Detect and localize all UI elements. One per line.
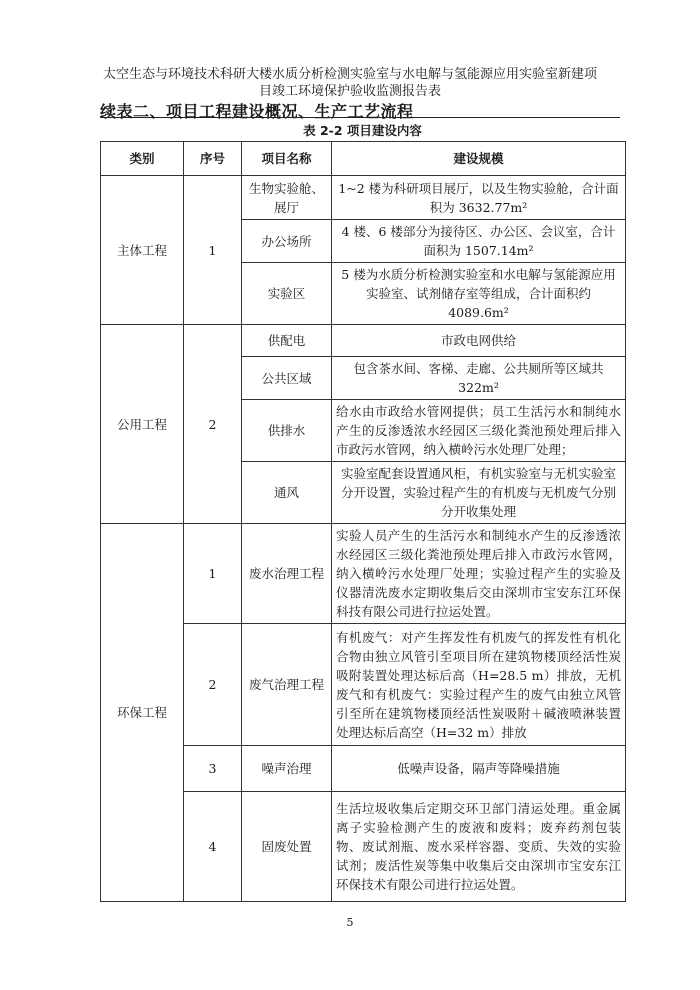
- item-name-cell: 通风: [242, 462, 332, 524]
- seq-cell: 1: [184, 524, 242, 624]
- table-row: [101, 524, 626, 624]
- item-name-cell: 固废处置: [242, 792, 332, 902]
- scale-cell: 4 楼、6 楼部分为接待区、办公区、会议室，合计面积为 1507.14m²: [332, 220, 626, 263]
- scale-cell: 包含茶水间、客梯、走廊、公共厕所等区域共 322m²: [332, 357, 626, 400]
- item-name-cell: 供配电: [242, 325, 332, 357]
- scale-cell: 生活垃圾收集后定期交环卫部门清运处理。重金属离子实验检测产生的废液和废料；废弃药剂包装物、废试剂瓶、废水采样容器、变质、失效的实验试剂；废活性炭等集中收集后交由深圳市宝安东江环保技术有限公司进行拉运处置。: [332, 792, 626, 902]
- category-cell: 公用工程: [101, 325, 184, 524]
- item-name-cell: 实验区: [242, 263, 332, 325]
- table-caption: 表 2-2 项目建设内容: [303, 123, 422, 138]
- scale-cell: 低噪声设备，隔声等降噪措施: [332, 746, 626, 792]
- seq-cell: 2: [184, 624, 242, 746]
- section-title: 续表二、项目工程建设概况、生产工艺流程: [100, 102, 414, 121]
- item-name-cell: 供排水: [242, 400, 332, 462]
- scale-cell: 给水由市政给水管网提供；员工生活污水和制纯水产生的反渗透浓水经园区三级化粪池预处理后排入市政污水管网，纳入横岭污水处理厂处理；: [332, 400, 626, 462]
- item-name-cell: 办公场所: [242, 220, 332, 263]
- table-header-row: [101, 142, 626, 176]
- header-category: 类别: [101, 142, 184, 176]
- page-number: 5: [346, 916, 354, 929]
- table-row: [101, 176, 626, 220]
- scale-cell: 5 楼为水质分析检测实验室和水电解与氢能源应用实验室、试剂储存室等组成，合计面积约 4089.6m²: [332, 263, 626, 325]
- category-cell: 环保工程: [101, 524, 184, 902]
- item-name-cell: 废气治理工程: [242, 624, 332, 746]
- seq-cell: 2: [184, 325, 242, 524]
- report-header: 太空生态与环境技术科研大楼水质分析检测实验室与水电解与氢能源应用实验室新建项目竣工环境保护验收监测报告表: [102, 67, 597, 99]
- item-name-cell: 废水治理工程: [242, 524, 332, 624]
- item-name-cell: 噪声治理: [242, 746, 332, 792]
- header-scale: 建设规模: [332, 142, 626, 176]
- item-name-cell: 生物实验舱、展厅: [242, 176, 332, 220]
- category-cell: 主体工程: [101, 176, 184, 325]
- scale-cell: 实验室配套设置通风柜，有机实验室与无机实验室分开设置，实验过程产生的有机废与无机废气分别分开收集处理: [332, 462, 626, 524]
- seq-cell: 1: [184, 176, 242, 325]
- construction-content-table: [100, 141, 626, 902]
- item-name-cell: 公共区域: [242, 357, 332, 400]
- seq-cell: 3: [184, 746, 242, 792]
- seq-cell: 4: [184, 792, 242, 902]
- scale-cell: 1~2 楼为科研项目展厅，以及生物实验舱，合计面积为 3632.77m²: [332, 176, 626, 220]
- scale-cell: 市政电网供给: [332, 325, 626, 357]
- section-divider: [100, 117, 620, 118]
- header-seq: 序号: [184, 142, 242, 176]
- table-row: [101, 325, 626, 357]
- header-name: 项目名称: [242, 142, 332, 176]
- scale-cell: 实验人员产生的生活污水和制纯水产生的反渗透浓水经园区三级化粪池预处理后排入市政污水管网，纳入横岭污水处理厂处理；实验过程产生的实验及仪器清洗废水定期收集后交由深圳市宝安东江环保科技有限公司进行拉运处置。: [332, 524, 626, 624]
- scale-cell: 有机废气：对产生挥发性有机废气的挥发性有机化合物由独立风管引至项目所在建筑物楼顶经活性炭吸附装置处理达标后高（H=28.5 m）排放，无机废气和有机废气：实验过程产生的废气由独立风管引至所在建筑物楼顶经活性炭吸附＋碱液喷淋装置处理达标后高空（H=32 m）排放: [332, 624, 626, 746]
